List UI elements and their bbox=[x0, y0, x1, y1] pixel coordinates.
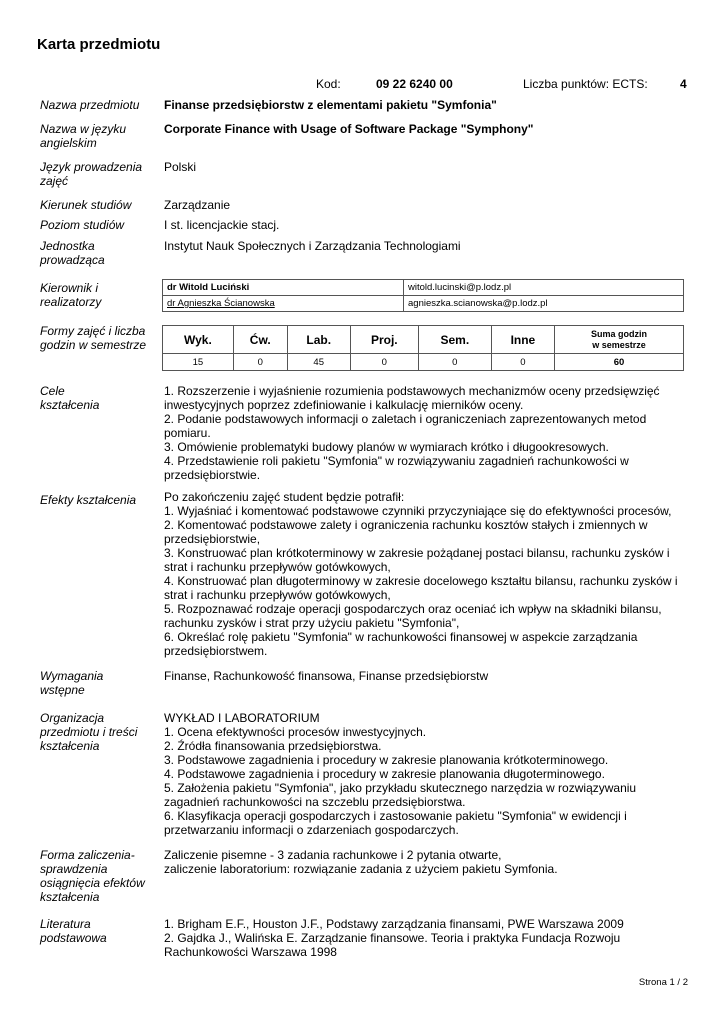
hours-header-sum-line2: w semestrze bbox=[592, 339, 646, 350]
lecturer-email: agnieszka.scianowska@p.lodz.pl bbox=[404, 296, 684, 312]
code-label: Kod: bbox=[316, 77, 341, 91]
assessment-line: zaliczenie laboratorium: rozwiązanie zadania z użyciem pakietu Symfonia. bbox=[164, 862, 558, 876]
organization-line: zagadnień rachunkowości na szczeblu przedsiębiorstwa. bbox=[164, 795, 466, 809]
hours-header-sum-line1: Suma godzin bbox=[591, 328, 647, 339]
organization-line: 3. Podstawowe zagadnienia i procedury w zakresie planowania krótkoterminowego. bbox=[164, 753, 609, 767]
organization-line: przetwarzaniu informacji o zdarzeniach gospodarczych. bbox=[164, 823, 459, 837]
code-value: 09 22 6240 00 bbox=[376, 77, 453, 91]
organization-line: 6. Klasyfikacja operacji gospodarczych i zastosowanie pakietu "Symfonia" w ewidencji i bbox=[164, 809, 627, 823]
outcomes-line: przedsiębiorstwie, bbox=[164, 532, 261, 546]
outcomes-line: 3. Konstruować plan krótkoterminowy w zakresie pożądanej postaci bilansu, rachunku zysków i bbox=[164, 546, 670, 560]
course-name-label: Nazwa przedmiotu bbox=[40, 98, 140, 112]
level-value: I st. licencjackie stacj. bbox=[164, 218, 280, 232]
field-of-study-label: Kierunek studiów bbox=[40, 198, 132, 212]
outcomes-label: Efekty kształcenia bbox=[40, 493, 137, 507]
hours-value-lecture: 15 bbox=[163, 354, 234, 371]
course-name-en-value: Corporate Finance with Usage of Software Package "Symphony" bbox=[164, 122, 534, 136]
outcomes-line: 1. Wyjaśniać i komentować podstawowe czynniki przyczyniające się do efektywności procesów, bbox=[164, 504, 672, 518]
document-title: Karta przedmiotu bbox=[37, 36, 161, 53]
organization-line: 2. Źródła finansowania przedsiębiorstwa. bbox=[164, 739, 382, 753]
outcomes-line: 5. Rozpoznawać rodzaje operacji gospodarczych oraz oceniać ich wpływ na składniki bilansu, bbox=[164, 602, 662, 616]
lecturers-label: Kierownik i realizatorzy bbox=[40, 281, 102, 309]
goals-line: pomiaru. bbox=[164, 426, 211, 440]
lecturer-row bbox=[163, 280, 684, 296]
organization-line: 1. Ocena efektywności procesów inwestycyjnych. bbox=[164, 725, 427, 739]
literature-line: 2. Gajdka J., Walińska E. Zarządzanie finansowe. Teoria i praktyka Fundacja Rozwoju bbox=[164, 931, 621, 945]
hours-value-exercises: 0 bbox=[233, 354, 287, 371]
hours-header-row bbox=[163, 326, 684, 354]
literature-line: Rachunkowości Warszawa 1998 bbox=[164, 945, 337, 959]
hours-value-sum: 60 bbox=[555, 354, 684, 371]
organization-line: WYKŁAD I LABORATORIUM bbox=[164, 711, 320, 725]
goals-line: inwestycyjnych poprzez zdefiniowanie i kalkulację mierników oceny. bbox=[164, 398, 524, 412]
goals-line: 4. Przedstawienie roli pakietu "Symfonia" w rozwiązywaniu zagadnień rachunkowości w bbox=[164, 454, 629, 468]
unit-label: Jednostka prowadząca bbox=[40, 239, 105, 267]
goals-line: przedsiębiorstwie. bbox=[164, 468, 261, 482]
goals-label: Cele kształcenia bbox=[40, 384, 100, 412]
organization-list bbox=[164, 711, 689, 837]
outcomes-list bbox=[164, 490, 689, 658]
hours-header-project: Proj. bbox=[350, 326, 418, 354]
lecturer-name: dr Agnieszka Ścianowska bbox=[163, 296, 404, 312]
level-label: Poziom studiów bbox=[40, 218, 125, 232]
course-name-en-label: Nazwa w języku angielskim bbox=[40, 122, 127, 150]
language-value: Polski bbox=[164, 160, 197, 174]
literature-label: Literatura podstawowa bbox=[40, 917, 107, 945]
assessment-label: Forma zaliczenia-sprawdzenia osiągnięcia efektów kształcenia bbox=[40, 848, 145, 904]
field-of-study-value: Zarządzanie bbox=[164, 198, 231, 212]
ects-label: Liczba punktów: ECTS: bbox=[523, 77, 648, 91]
outcomes-line: 4. Konstruować plan długoterminowy w zakresie docelowego kształtu bilansu, rachunku zysków i bbox=[164, 574, 678, 588]
literature-line: 1. Brigham E.F., Houston J.F., Podstawy zarządzania finansami, PWE Warszawa 2009 bbox=[164, 917, 624, 931]
outcomes-line: 6. Określać rolę pakietu "Symfonia" w rachunkowości finansowej w aspekcie zarządzania bbox=[164, 630, 638, 644]
page-indicator: Strona 1 / 2 bbox=[638, 977, 688, 988]
hours-header-sum bbox=[555, 326, 684, 354]
hours-label: Formy zajęć i liczba godzin w semestrze bbox=[40, 324, 147, 352]
language-label: Język prowadzenia zajęć bbox=[40, 160, 143, 188]
hours-values-row bbox=[163, 354, 684, 371]
goals-line: 3. Omówienie problematyki budowy planów w wymiarach krótko i długookresowych. bbox=[164, 440, 609, 454]
outcomes-line: Po zakończeniu zajęć student będzie potrafił: bbox=[164, 490, 405, 504]
organization-line: 5. Założenia pakietu "Symfonia", jako przykładu skutecznego narzędzia w rozwiązywaniu bbox=[164, 781, 637, 795]
literature-list bbox=[164, 917, 689, 959]
goals-list bbox=[164, 384, 689, 482]
outcomes-line: 2. Komentować podstawowe zalety i ograniczenia rachunku kosztów stałych i zmiennych w bbox=[164, 518, 648, 532]
lecturers-table bbox=[162, 279, 684, 312]
assessment-list bbox=[164, 848, 689, 876]
assessment-line: Zaliczenie pisemne - 3 zadania rachunkowe i 2 pytania otwarte, bbox=[164, 848, 502, 862]
organization-label: Organizacja przedmiotu i treści kształcenia bbox=[40, 711, 138, 753]
hours-header-exercises: Ćw. bbox=[233, 326, 287, 354]
prerequisites-label: Wymagania wstępne bbox=[40, 669, 104, 697]
outcomes-line: rachunku zysków i strat przy użyciu pakietu "Symfonia", bbox=[164, 616, 460, 630]
hours-header-lecture: Wyk. bbox=[163, 326, 234, 354]
course-name-value: Finanse przedsiębiorstw z elementami pakietu "Symfonia" bbox=[164, 98, 497, 112]
goals-line: 2. Podanie podstawowych informacji o zaletach i ograniczeniach zaprezentowanych metod bbox=[164, 412, 647, 426]
outcomes-line: strat i rachunku przepływów gotówkowych, bbox=[164, 560, 391, 574]
lecturer-email: witold.lucinski@p.lodz.pl bbox=[404, 280, 684, 296]
hours-header-other: Inne bbox=[491, 326, 554, 354]
hours-value-project: 0 bbox=[350, 354, 418, 371]
prerequisites-value: Finanse, Rachunkowość finansowa, Finanse przedsiębiorstw bbox=[164, 669, 489, 683]
unit-value: Instytut Nauk Społecznych i Zarządzania Technologiami bbox=[164, 239, 461, 253]
hours-header-seminar: Sem. bbox=[418, 326, 491, 354]
outcomes-line: przedsiębiorstwem. bbox=[164, 644, 268, 658]
goals-line: 1. Rozszerzenie i wyjaśnienie rozumienia podstawowych mechanizmów oceny przedsięwzięć bbox=[164, 384, 660, 398]
lecturer-name: dr Witold Luciński bbox=[163, 280, 404, 296]
lecturer-row bbox=[163, 296, 684, 312]
hours-header-lab: Lab. bbox=[287, 326, 350, 354]
outcomes-line: strat i rachunku przepływów gotówkowych, bbox=[164, 588, 391, 602]
ects-value: 4 bbox=[680, 77, 687, 91]
hours-table bbox=[162, 325, 684, 371]
organization-line: 4. Podstawowe zagadnienia i procedury w zakresie planowania długoterminowego. bbox=[164, 767, 605, 781]
hours-value-lab: 45 bbox=[287, 354, 350, 371]
hours-value-other: 0 bbox=[491, 354, 554, 371]
hours-value-seminar: 0 bbox=[418, 354, 491, 371]
